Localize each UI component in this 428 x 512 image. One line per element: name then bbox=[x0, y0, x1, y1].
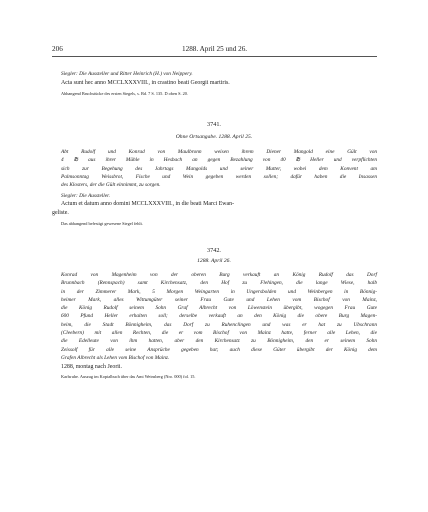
doc3741-note: Das abhangend befestigt gewesene Siegel fehlt. bbox=[61, 221, 143, 226]
regest-line: heimer Mark, alles Wittumgüter seiner Frau Gute und Lehen vom Bischof von Mainz, bbox=[61, 296, 377, 303]
regest-line: Zeissolf für alle seine Ansprüche gegeben hat; auch diese Güter übergibt der König dem bbox=[61, 346, 377, 353]
doc3740-siegler: Siegler: Die Aussteller und Ritter Heinrich (H.) von Neippery. bbox=[61, 71, 193, 77]
regest-line: des Klosters, der die Gült einnimmt, zu sorgen. bbox=[61, 182, 161, 189]
regest-line: in der Zimmerer Mark, 5 Morgen Weingarten in Ungersbolden und Weinbergen in Bönnig- bbox=[61, 288, 377, 295]
header-rule bbox=[52, 56, 377, 57]
regest-line: Grafen Albrecht als Lehen vom Bischof von Mainz. bbox=[61, 354, 170, 361]
regest-line: 4 ℔ aus ihrer Mühle in Hesbach an gegen Bezahlung von 40 ℔ Heller und verpflichten bbox=[61, 157, 377, 164]
regest-line: heim, die Stadt Bönnigheim, das Dorf zu Ruhenclingen und was er hat zu Ubschrann bbox=[61, 321, 377, 328]
doc3741-siegler: Siegler: Die Aussteller. bbox=[61, 193, 110, 199]
running-title: 1288. April 25 und 26. bbox=[182, 45, 248, 53]
regest-line: 600 Pfund Heller erhalten soll; derselbe verkauft an den König die obere Burg Magen- bbox=[61, 313, 377, 320]
doc3741-regest bbox=[61, 148, 377, 189]
page-number: 206 bbox=[52, 45, 63, 53]
doc3740-note: Abhangend Bruchstücke des ersten Siegels, s. Bd. 7 S. 135. D oben S. 20. bbox=[61, 91, 188, 96]
regest-line: die Edelleute von ihm hatten, aber den Kirchensatz zu Bönnigheim, den er seinem Sohn bbox=[61, 338, 377, 345]
regest-line: die König Rudolf seinem Sohn Graf Albrecht von Löwenstein übergibt, wogegen Frau Gute bbox=[61, 305, 377, 312]
regest-line: sich zur Begehung des Jahrtags Mangolds und seiner Mutter, wobei dem Konvent am bbox=[61, 165, 377, 172]
doc3742-note: Karlsruhe. Auszug im Kopialbuch über das Amt Weinsberg (Nro. 000) fol. 15. bbox=[61, 374, 196, 379]
doc3742-number: 3742. bbox=[207, 247, 221, 254]
regest-line: (Cleebern) mit allen Rechten, die er vom Bischof von Mainz hatte, ferner alle Lehen, die bbox=[61, 330, 377, 337]
doc3741-number: 3741. bbox=[207, 121, 221, 128]
doc3741-dating-cont: geliste. bbox=[52, 210, 69, 216]
doc3741-dating: Actum et datum anno domini MCCLXXXVIII., in die beati Marci Ewan- bbox=[61, 201, 235, 207]
doc3742-date-line: 1288. April 26. bbox=[197, 258, 231, 264]
doc3742-regest bbox=[61, 271, 377, 362]
regest-line: Konrad von Magenheim von der oberen Burg verkauft an König Rudolf das Dorf bbox=[61, 272, 377, 278]
regest-line: Brunnbach (Rennspach) samt Kirchensatz, den Hof zu Flehingen, die lange Wiese, halb bbox=[61, 280, 377, 287]
regest-line: Abt Rudolf und Konrad von Maulbronn weisen ihrem Diener Mangold eine Gült von bbox=[61, 149, 377, 155]
doc3742-dating: 1288, montag nach Jeorii. bbox=[61, 364, 123, 370]
doc3740-dating: Acta sunt hec anno MCCLXXXVIII., in crastino beati Georgii martiris. bbox=[61, 80, 230, 86]
doc3741-date-line: Ohne Ortsangabe. 1288. April 25. bbox=[175, 134, 253, 140]
regest-line: Palmsonntag Weissbrot, Fische und Wein gegeben werden sollen; dafür haben die Insassen bbox=[61, 173, 377, 180]
